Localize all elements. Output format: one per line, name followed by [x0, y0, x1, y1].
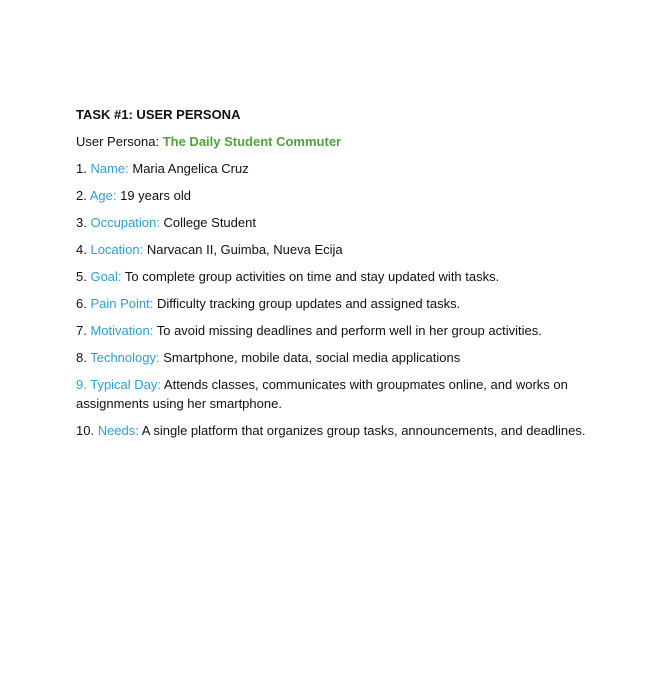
item-value: 19 years old	[116, 188, 191, 203]
item-number: 3.	[76, 215, 91, 230]
item-number: 6.	[76, 296, 91, 311]
item-label: Location:	[90, 242, 144, 257]
item-label: Pain Point:	[90, 296, 154, 311]
list-item-location	[76, 240, 636, 259]
list-item-motivation	[76, 321, 636, 340]
item-number: 1.	[76, 161, 91, 176]
task-heading: TASK #1: USER PERSONA	[76, 107, 241, 122]
item-label: Technology:	[90, 350, 160, 365]
item-number: 2.	[76, 188, 90, 203]
item-value: To avoid missing deadlines and perform well in her group activities.	[153, 323, 542, 338]
list-item-needs	[76, 421, 636, 440]
item-label: Motivation:	[90, 323, 154, 338]
list-item-goal	[76, 267, 636, 286]
item-value: Attends classes, communicates with groupmates online, and works on assignments using her smartphone.	[76, 377, 568, 411]
persona-subtitle	[76, 132, 636, 151]
document-content	[76, 105, 636, 448]
item-value: College Student	[159, 215, 256, 230]
item-label: Age:	[89, 188, 117, 203]
item-label: Goal:	[90, 269, 122, 284]
list-item-pain-point	[76, 294, 636, 313]
persona-name: The Daily Student Commuter	[162, 134, 342, 149]
subtitle-prefix: User Persona:	[76, 134, 163, 149]
item-number: 10.	[76, 423, 98, 438]
item-label: Typical Day:	[90, 377, 162, 392]
item-number: 9.	[76, 377, 91, 392]
item-value: To complete group activities on time and stay updated with tasks.	[121, 269, 500, 284]
item-number: 5.	[76, 269, 91, 284]
list-item-occupation	[76, 213, 636, 232]
item-number: 8.	[76, 350, 91, 365]
list-item-name	[76, 159, 636, 178]
item-number: 7.	[76, 323, 91, 338]
list-item-age	[76, 186, 636, 205]
item-label: Occupation:	[90, 215, 160, 230]
item-label: Needs:	[97, 423, 139, 438]
item-value: Narvacan II, Guimba, Nueva Ecija	[143, 242, 343, 257]
list-item-typical-day	[76, 375, 636, 413]
item-value: Difficulty tracking group updates and assigned tasks.	[153, 296, 461, 311]
item-value: Maria Angelica Cruz	[128, 161, 249, 176]
list-item-technology	[76, 348, 636, 367]
item-number: 4.	[76, 242, 91, 257]
item-value: Smartphone, mobile data, social media applications	[159, 350, 461, 365]
item-label: Name:	[90, 161, 129, 176]
item-value: A single platform that organizes group tasks, announcements, and deadlines.	[138, 423, 586, 438]
